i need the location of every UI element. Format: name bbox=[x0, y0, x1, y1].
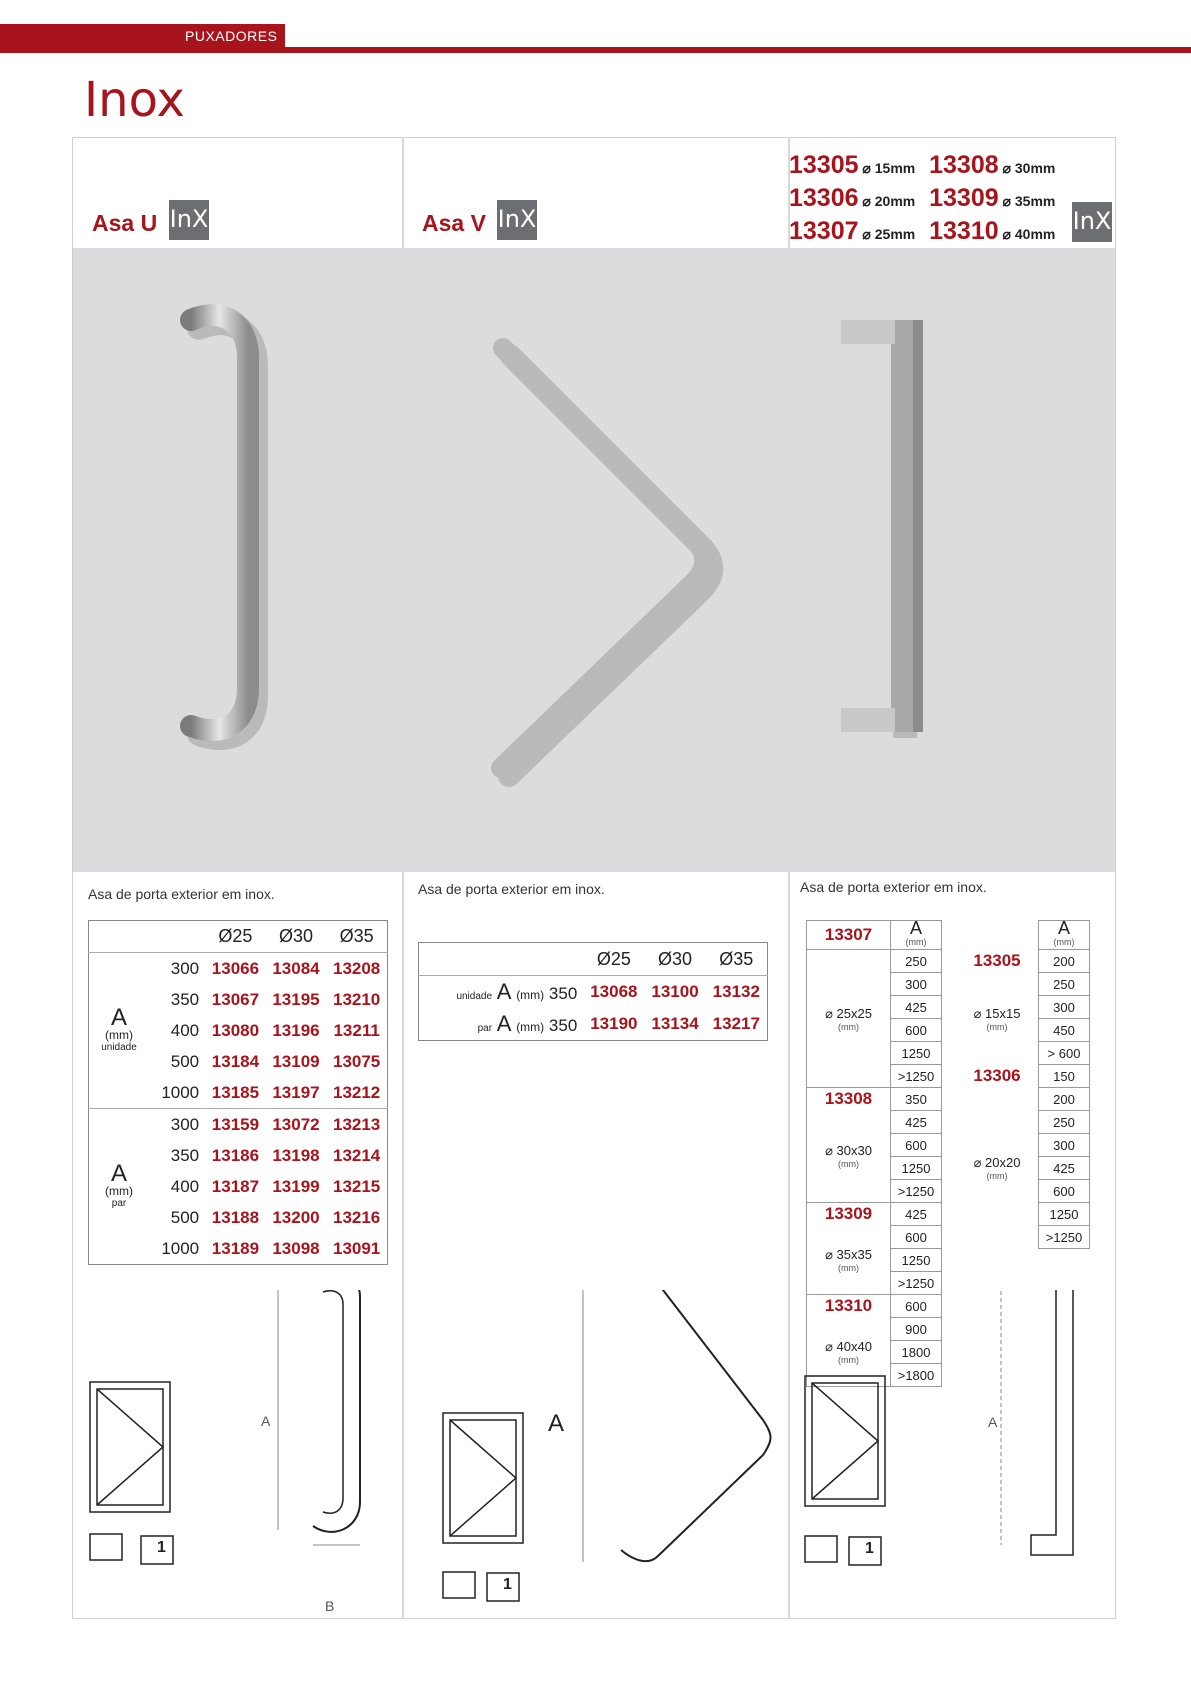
table-square-right: A (mm) 13305 200 ⌀ 15x15 (mm) 250 300 450 > 600 13306 150 ⌀ 20x20 (mm) 200 250 300 425 600 1250 >1250 bbox=[956, 920, 1090, 1249]
page-title: Inox bbox=[84, 72, 185, 128]
col-header: Ø25 bbox=[218, 926, 253, 946]
dimension-a-label: A bbox=[988, 1414, 998, 1430]
description-asa-u: Asa de porta exterior em inox. bbox=[88, 886, 275, 902]
col-header: Ø30 bbox=[278, 926, 313, 946]
description-square: Asa de porta exterior em inox. bbox=[800, 879, 987, 895]
table-row: unidade A (mm) 350 13068 13100 13132 bbox=[456, 979, 760, 1004]
table-asa-u bbox=[88, 920, 388, 1265]
table-row: 400 13187 13199 13215 bbox=[170, 1176, 381, 1196]
col-header: Ø35 bbox=[339, 926, 374, 946]
col-header: Ø35 bbox=[706, 943, 768, 976]
table-asa-v bbox=[418, 942, 768, 1041]
table-square-left: 13307 A (mm) ⌀ 25x25 (mm) 250 300 425 600 1250 >1250 13308 350 ⌀ 30x30 (mm) 425 600 1250 >1250 13309 425 ⌀ 35x35 (mm) 600 1250 >1250 13310 600 ⌀ 40x40 (mm) 900 1800 >1800 bbox=[806, 920, 942, 1387]
inox-badge: InX bbox=[1072, 202, 1112, 242]
box-quantity: 1 bbox=[157, 1539, 166, 1556]
table-row: 1000 13189 13098 13091 bbox=[161, 1238, 381, 1258]
box-quantity: 1 bbox=[503, 1576, 512, 1593]
section-label: PUXADORES bbox=[185, 28, 278, 44]
heading-asa-u: Asa U bbox=[92, 210, 158, 236]
inox-badge: InX bbox=[169, 200, 209, 240]
top-rule bbox=[0, 47, 1191, 53]
dimension-a-label: A bbox=[548, 1410, 565, 1437]
product-photos bbox=[73, 248, 1115, 872]
dimension-b-label: B bbox=[325, 1598, 335, 1614]
heading-asa-v: Asa V bbox=[422, 210, 486, 236]
inox-badge: InX bbox=[497, 200, 537, 240]
code-heading-block: 13305 ⌀ 15mm 13308 ⌀ 30mm 13306 ⌀ 20mm 13309 ⌀ 35mm 13307 ⌀ 25mm 13310 ⌀ 40mm bbox=[789, 151, 1056, 245]
table-row: 350 13186 13198 13214 bbox=[170, 1145, 381, 1165]
table-row: 350 13067 13195 13210 bbox=[170, 989, 381, 1009]
col-header: Ø25 bbox=[583, 943, 644, 976]
table-row: 400 13080 13196 13211 bbox=[170, 1020, 380, 1040]
table-row: 500 13184 13109 13075 bbox=[170, 1051, 381, 1071]
col-header: Ø30 bbox=[644, 943, 705, 976]
technical-drawings bbox=[73, 1290, 1115, 1618]
table-row: A (mm) unidade 300 13066 13084 13208 bbox=[89, 953, 388, 985]
table-row: 500 13188 13200 13216 bbox=[170, 1207, 381, 1227]
table-row: par A (mm) 350 13190 13134 13217 bbox=[477, 1011, 760, 1036]
table-row: 1000 13185 13197 13212 bbox=[161, 1082, 381, 1102]
description-asa-v: Asa de porta exterior em inox. bbox=[418, 881, 605, 897]
table-row: A (mm) par 300 13159 13072 13213 bbox=[89, 1109, 388, 1141]
box-quantity: 1 bbox=[865, 1540, 874, 1557]
dimension-a-label: A bbox=[261, 1413, 271, 1429]
